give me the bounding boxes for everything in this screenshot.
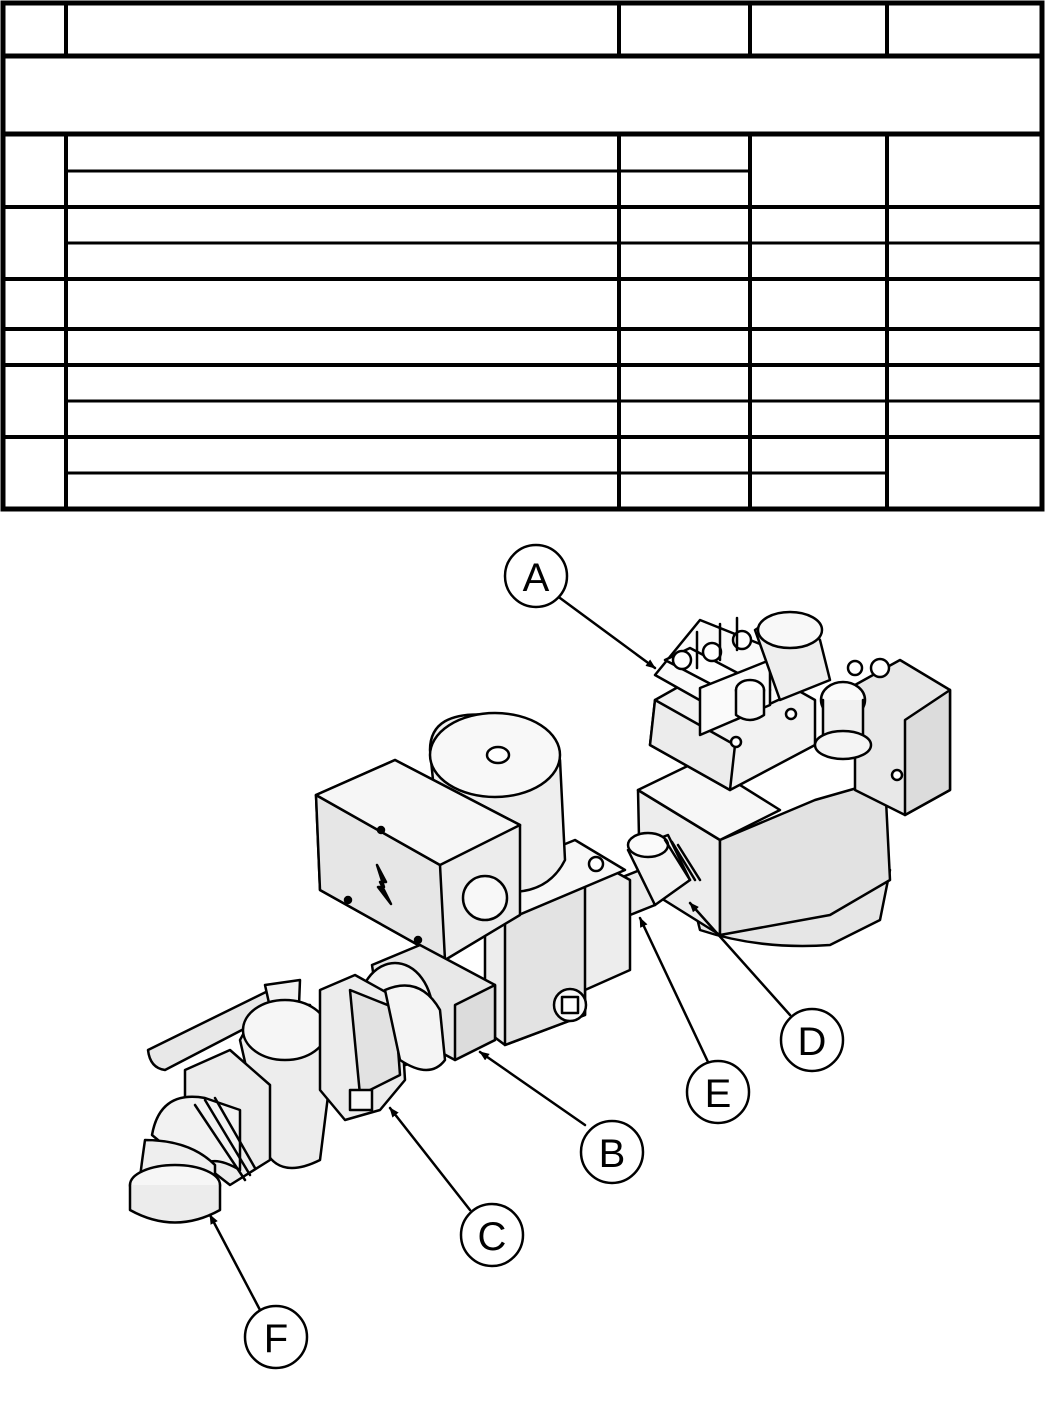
callout-a-label: A	[522, 556, 550, 600]
callout-c-label: C	[477, 1215, 507, 1259]
elbow-fitting	[130, 1050, 270, 1223]
gas-valve-body	[638, 612, 950, 946]
callout-f	[210, 1215, 307, 1368]
callout-d-label: D	[797, 1020, 827, 1064]
callout-b-label: B	[598, 1132, 626, 1176]
callout-e	[640, 918, 749, 1123]
callout-f-label: F	[263, 1317, 289, 1361]
callout-e-label: E	[704, 1072, 732, 1116]
